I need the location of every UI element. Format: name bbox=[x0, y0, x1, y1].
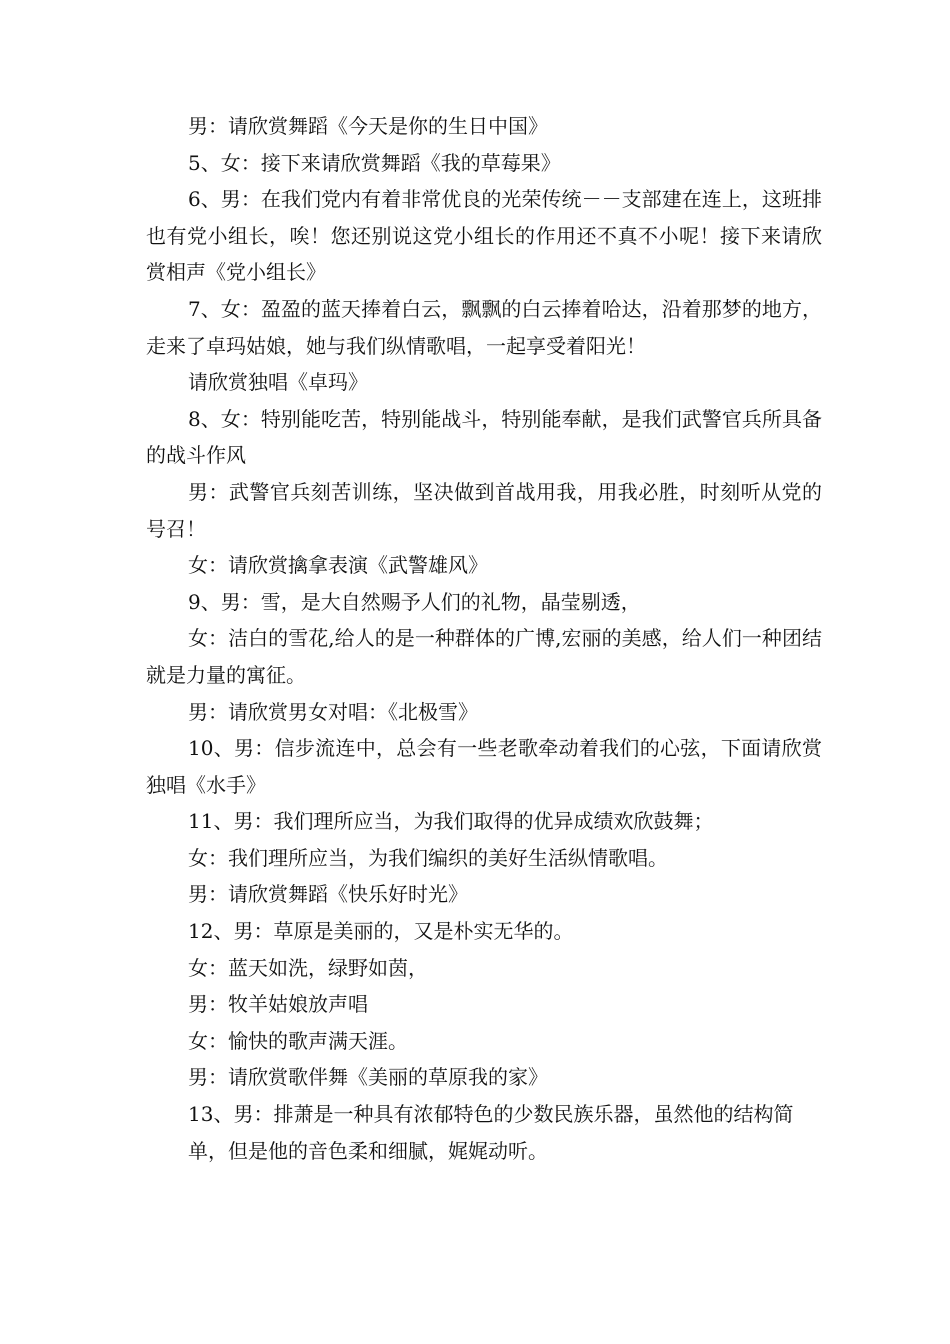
paragraph: 男：请欣赏舞蹈《快乐好时光》 bbox=[188, 882, 468, 907]
paragraph: 10、男：信步流连中，总会有一些老歌牵动着我们的心弦，下面请欣赏独唱《水手》 bbox=[146, 736, 822, 797]
paragraph: 5、女：接下来请欣赏舞蹈《我的草莓果》 bbox=[188, 150, 561, 175]
paragraph: 11、男：我们理所应当，为我们取得的优异成绩欢欣鼓舞； bbox=[188, 809, 714, 834]
paragraph: 男：牧羊姑娘放声唱 bbox=[188, 992, 368, 1017]
paragraph: 男：武警官兵刻苦训练，坚决做到首战用我，用我必胜，时刻听从党的号召！ bbox=[146, 479, 822, 541]
paragraph: 女：洁白的雪花,给人的是一种群体的广博,宏丽的美感，给人们一种团结就是力量的寓征。 bbox=[146, 626, 822, 687]
paragraph: 男：请欣赏舞蹈《今天是你的生日中国》 bbox=[188, 114, 548, 138]
paragraph: 6、男：在我们党内有着非常优良的光荣传统－－支部建在连上，这班排也有党小组长，唉！您还别说这党小组长的作用还不真不小呢！接下来请欣赏相声《党小组长》 bbox=[146, 187, 822, 285]
paragraph: 女：请欣赏擒拿表演《武警雄风》 bbox=[188, 553, 488, 578]
paragraph: 8、女：特别能吃苦，特别能战斗，特别能奉献，是我们武警官兵所具备的战斗作风 bbox=[146, 406, 822, 468]
paragraph: 9、男：雪，是大自然赐予人们的礼物，晶莹剔透， bbox=[188, 589, 641, 614]
paragraph: 女：愉快的歌声满天涯。 bbox=[188, 1028, 408, 1053]
paragraph: 男：请欣赏男女对唱：《北极雪》 bbox=[188, 699, 478, 724]
paragraph: 7、女：盈盈的蓝天捧着白云，飘飘的白云捧着哈达，沿着那梦的地方，走来了卓玛姑娘，她与我们纵情歌唱，一起享受着阳光！ bbox=[146, 296, 822, 358]
paragraph: 女：蓝天如洗，绿野如茵， bbox=[188, 955, 428, 980]
paragraph: 13、男：排萧是一种具有浓郁特色的少数民族乐器，虽然他的结构简 bbox=[188, 1102, 794, 1127]
paragraph: 请欣赏独唱《卓玛》 bbox=[188, 370, 368, 395]
paragraph: 单，但是他的音色柔和细腻，娓娓动听。 bbox=[188, 1138, 548, 1163]
paragraph: 男：请欣赏歌伴舞《美丽的草原我的家》 bbox=[188, 1065, 548, 1090]
paragraph: 12、男：草原是美丽的，又是朴实无华的。 bbox=[188, 919, 574, 944]
paragraph: 女：我们理所应当，为我们编织的美好生活纵情歌唱。 bbox=[188, 845, 668, 870]
document-body bbox=[146, 108, 822, 1169]
